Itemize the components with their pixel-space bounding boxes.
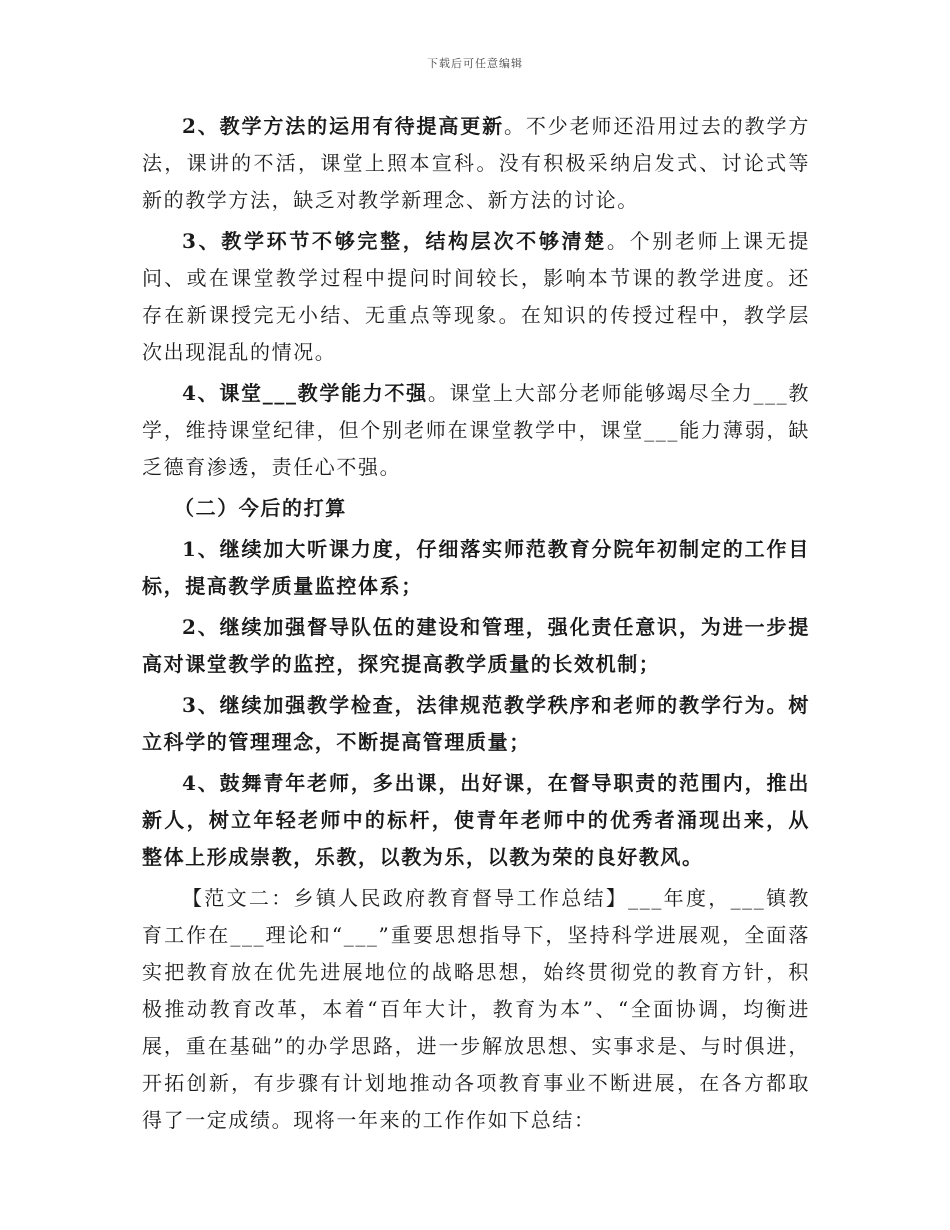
paragraph-lead: 3、教学环节不够完整，结构层次不够清楚 [182, 229, 607, 253]
page-header: 下载后可任意编辑 [427, 57, 523, 70]
paragraph-body: 。个别老师上课无提问、或在课堂教学过程中提问时间较长，影响本节课的教学进度。还存在新课授完无小结、无重点等现象。在知识的传授过程中，教学层次出现混乱的情况。 [142, 229, 810, 364]
plan-item-1: 1、继续加大听课力度，仔细落实师范教育分院年初制定的工作目标，提高教学质量监控体系； [142, 537, 810, 598]
paragraph-lead: 4、课堂___教学能力不强 [182, 381, 428, 405]
section-heading: （二）今后的打算 [174, 496, 347, 520]
paragraph-teaching-steps [142, 223, 810, 371]
paragraph-teaching-methods [142, 108, 810, 219]
paragraph-body: 。不少老师还沿用过去的教学方法，课讲的不活，课堂上照本宣科。没有积极采纳启发式、讨论式等新的教学方法，缺乏对教学新理念、新方法的讨论。 [142, 114, 810, 212]
paragraph-classroom-ability [142, 375, 810, 486]
paragraph-body: 。课堂上大部分老师能够竭尽全力___教学，维持课堂纪律，但个别老师在课堂教学中，课堂___能力薄弱，缺乏德育渗透，责任心不强。 [142, 381, 810, 479]
paragraph-sample-two: 【范文二：乡镇人民政府教育督导工作总结】___年度，___镇教育工作在___理论和“___”重要思想指导下，坚持科学进展观，全面落实把教育放在优先进展地位的战略思想，始终贯彻党的教育方针，积极推动教育改革，本着“百年大计，教育为本”、“全面协调，均衡进展，重在基础”的办学思路，进一步解放思想、实事求是、与时俱进，开拓创新，有步骤有计划地推动各项教育事业不断进展，在各方都取得了一定成绩。现将一年来的工作作如下总结： [142, 886, 810, 1132]
plan-item-4: 4、鼓舞青年老师，多出课，出好课，在督导职责的范围内，推出新人，树立年轻老师中的标杆，使青年老师中的优秀者涌现出来，从整体上形成崇教，乐教，以教为乐，以教为荣的良好教风。 [142, 771, 810, 869]
plan-item-3: 3、继续加强教学检查，法律规范教学秩序和老师的教学行为。树立科学的管理理念，不断提高管理质量； [142, 693, 810, 754]
paragraph-lead: 2、教学方法的运用有待提高更新 [182, 114, 505, 138]
plan-item-2: 2、继续加强督导队伍的建设和管理，强化责任意识，为进一步提高对课堂教学的监控，探究提高教学质量的长效机制； [142, 615, 810, 676]
document-body [142, 108, 810, 1143]
